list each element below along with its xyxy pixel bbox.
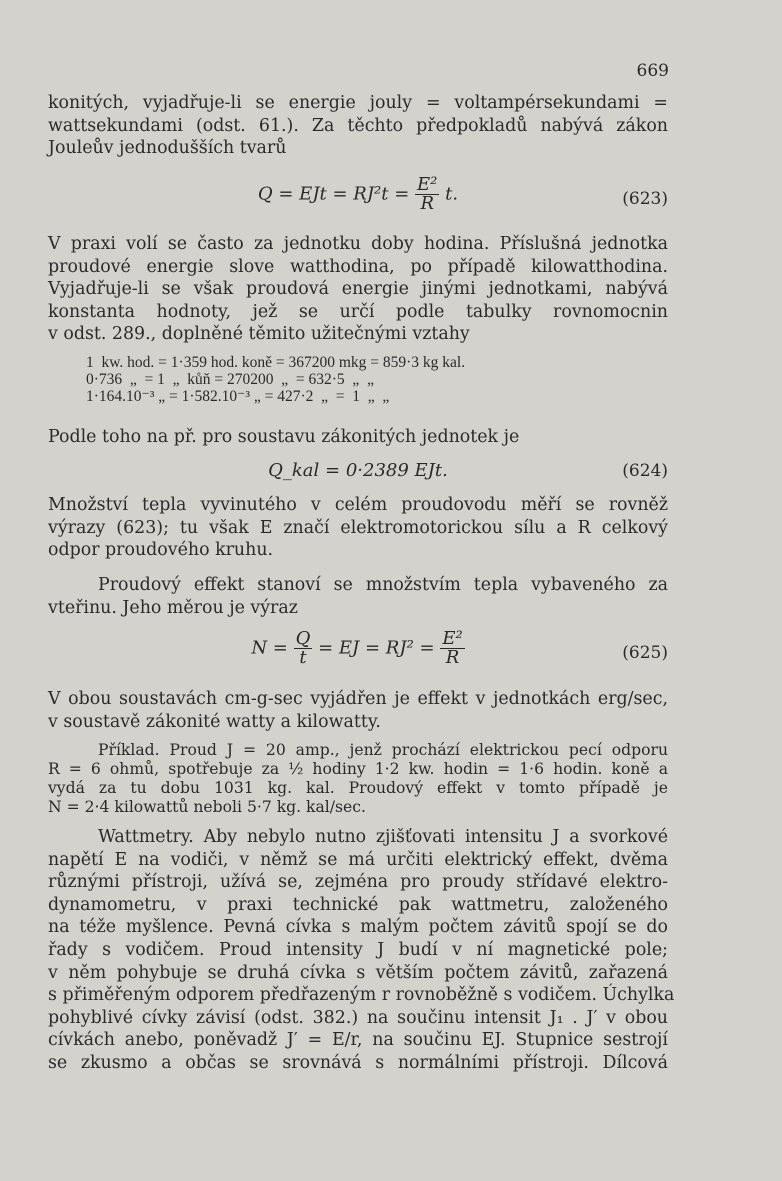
table-row: 0·736 „ = 1 „ kůň = 270200 „ = 632·5 „ „: [86, 371, 374, 388]
text-line: Vyjadřuje-li se však proudová energie jinými jednotkami, nabývá: [48, 279, 668, 300]
text-line: různými přístroji, užívá se, zejména pro proudy střídavé elektro-: [48, 872, 668, 893]
text-line: řady s vodičem. Proud intensity J budí v ní magnetické pole;: [48, 939, 668, 960]
equation-body: Q_kal = 0·2389 EJt.: [268, 460, 448, 481]
text-line: R = 6 ohmů, spotřebuje za ½ hodiny 1·2 kw. hodin = 1·6 hodin. koně a: [48, 760, 668, 778]
text-line: wattsekundami (odst. 61.). Za těchto předpokladů nabývá zákon: [48, 115, 668, 136]
text-line: výrazy (623); tu však E značí elektromotorickou sílu a R celkový: [48, 517, 668, 538]
equation-number: (623): [622, 189, 668, 209]
text-line: pohyblivé cívky závisí (odst. 382.) na součinu intensit J₁ . J′ v obou: [48, 1007, 668, 1028]
fraction-numerator: E²: [417, 174, 438, 195]
fraction-denominator: R: [420, 193, 434, 214]
fraction-denominator: t: [299, 647, 307, 668]
text-line: s přiměřeným odporem předřazeným r rovnoběžně s vodičem. Úchylka: [48, 985, 675, 1006]
text-line: N = 2·4 kilowattů neboli 5·7 kg. kal/sec.: [48, 798, 366, 816]
paragraph-heat-quantity: [48, 494, 668, 562]
text-line: odpor proudového kruhu.: [48, 540, 274, 561]
fraction-numerator: Q: [295, 628, 311, 649]
conversion-table: [86, 354, 465, 405]
equation-625: [48, 630, 668, 670]
text-line: Množství tepla vyvinutého v celém proudovodu měří se rovněž: [48, 495, 668, 515]
text-line: cívkách anebo, poněvadž J′ = E/r, na součinu EJ. Stupnice sestrojí: [48, 1030, 668, 1051]
text-line: Proudový effekt stanoví se množstvím tepla vybaveného za: [98, 575, 668, 595]
text-line: napětí E na vodiči, v němž se má určiti elektrický effekt, dvěma: [48, 849, 668, 870]
paragraph-watthour: [48, 233, 668, 346]
equation-tail: t.: [445, 183, 459, 205]
text-line: konitých, vyjadřuje-li se energie jouly = voltampérsekundami =: [48, 93, 668, 113]
paragraph-current-effect: [48, 574, 668, 619]
text-line: Jouleův jednodušších tvarů: [48, 138, 287, 159]
text-line: konstanta hodnoty, jež se určí podle tabulky rovnomocnin: [48, 301, 668, 322]
page-number: 669: [636, 61, 669, 81]
paragraph-joule-units: [48, 92, 668, 160]
text-line: v soustavě zákonité watty a kilowatty.: [48, 711, 381, 732]
text-line: v odst. 289., doplněné těmito užitečnými vztahy: [48, 324, 470, 345]
paragraph-wattmeters: [48, 826, 675, 1075]
fraction: [440, 630, 464, 667]
fraction: [415, 176, 439, 213]
text-line: Příklad. Proud J = 20 amp., jenž prochází elektrickou pecí odporu: [98, 741, 668, 759]
paragraph-units: [48, 688, 668, 733]
text-line: V praxi volí se často za jednotku doby hodina. Příslušná jednotka: [48, 234, 668, 254]
paragraph-accordingly: [48, 426, 668, 449]
fraction-numerator: E²: [442, 628, 463, 649]
table-row: 1·164.10⁻³ „ = 1·582.10⁻³ „ = 427·2 „ = 1 „ „: [86, 388, 390, 405]
equation-623: [48, 176, 668, 216]
equation-lhs: Q = EJt = RJ²t =: [257, 183, 410, 205]
fraction-denominator: R: [445, 647, 460, 668]
equation-middle: = EJ = RJ² =: [318, 637, 435, 659]
equation-number: (624): [622, 461, 668, 481]
example-block: [48, 741, 668, 817]
text-line: vydá za tu dobu 1031 kg. kal. Proudový effekt v tomto případě je: [48, 779, 668, 797]
equation-lhs: N =: [251, 637, 288, 659]
text-line: vteřinu. Jeho měrou je výraz: [48, 597, 298, 618]
table-row: 1 kw. hod. = 1·359 hod. koně = 367200 mkg = 859·3 kg kal.: [86, 354, 466, 371]
text-line: Podle toho na př. pro soustavu zákonitých jednotek je: [48, 427, 520, 447]
text-line: proudové energie slove watthodina, po případě kilowatthodina.: [48, 256, 668, 277]
text-line: dynamometru, v praxi technické pak wattmetru, založeného: [48, 894, 668, 915]
text-line: na téže myšlence. Pevná cívka s malým počtem závitů spojí se do: [48, 917, 668, 938]
fraction: [294, 630, 313, 667]
text-line: se zkusmo a občas se srovnává s normálními přístroji. Dílcová: [48, 1052, 668, 1073]
equation-number: (625): [622, 643, 668, 663]
text-line: v něm pohybuje se druhá cívka s větším počtem závitů, zařazená: [48, 962, 668, 983]
text-line: V obou soustavách cm-g-sec vyjádřen je effekt v jednotkách erg/sec,: [48, 689, 668, 709]
text-line: Wattmetry. Aby nebylo nutno zjišťovati intensitu J a svorkové: [98, 827, 668, 847]
